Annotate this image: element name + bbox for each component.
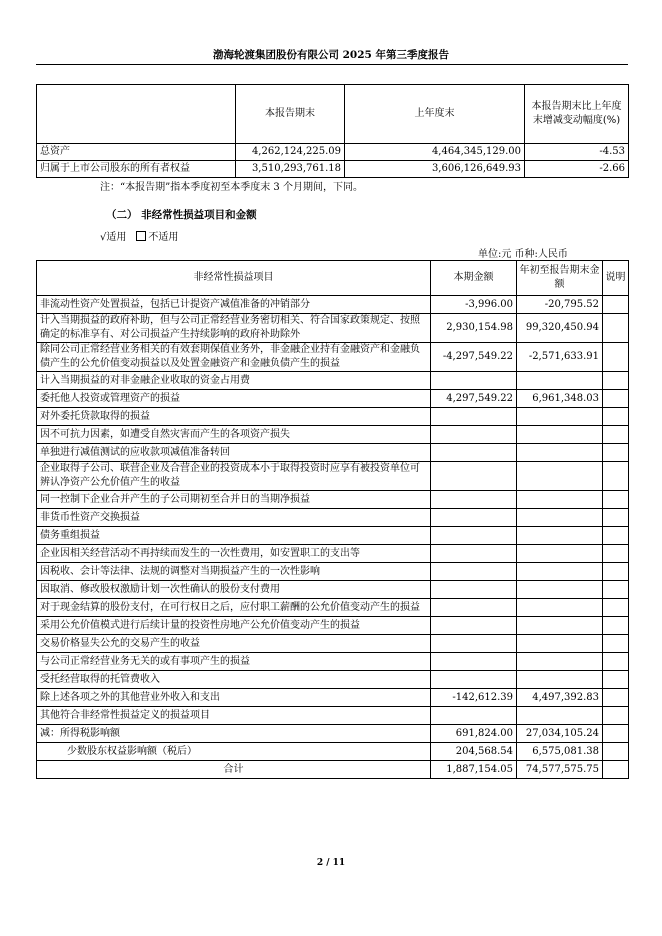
row-item: 因税收、会计等法律、法规的调整对当期损益产生的一次性影响 — [37, 563, 431, 581]
row-ytd: 4,497,392.83 — [517, 689, 603, 707]
row-item: 委托他人投资或管理资产的损益 — [37, 390, 431, 408]
row-note — [603, 671, 629, 689]
row-ytd — [517, 581, 603, 599]
row-ytd — [517, 671, 603, 689]
row-note — [603, 296, 629, 314]
row-ytd — [517, 509, 603, 527]
row-current: -4,297,549.22 — [431, 343, 517, 372]
table-row — [37, 689, 629, 707]
row-item: 合计 — [37, 761, 431, 779]
table-row — [37, 581, 629, 599]
checkbox-empty-icon — [136, 231, 146, 241]
row-item: 其他符合非经常性损益定义的损益项目 — [37, 707, 431, 725]
row-item: 因取消、修改股权激励计划一次性确认的股份支付费用 — [37, 581, 431, 599]
row-current — [431, 527, 517, 545]
table-row — [37, 296, 629, 314]
table-row — [37, 563, 629, 581]
row-current — [431, 444, 517, 462]
header-cell-prior: 上年度末 — [345, 85, 525, 144]
row-current — [431, 581, 517, 599]
not-applicable-label: 不适用 — [148, 232, 179, 243]
row-note — [603, 581, 629, 599]
row-current: 4,262,124,225.09 — [236, 144, 345, 161]
header-rule — [36, 64, 628, 65]
row-ytd: -20,795.52 — [517, 296, 603, 314]
row-change: -4.53 — [525, 144, 629, 161]
row-note — [603, 509, 629, 527]
row-ytd: 99,320,450.94 — [517, 314, 603, 343]
row-note — [603, 617, 629, 635]
header-cell-ytd: 年初至报告期末金额 — [517, 261, 603, 296]
table-row — [37, 372, 629, 390]
report-header: 渤海轮渡集团股份有限公司 2025 年第三季度报告 — [212, 49, 450, 61]
row-current: 4,297,549.22 — [431, 390, 517, 408]
row-item: 与公司正常经营业务无关的或有事项产生的损益 — [37, 653, 431, 671]
table-row — [37, 161, 629, 178]
row-note — [603, 314, 629, 343]
row-ytd — [517, 635, 603, 653]
row-item: 受托经营取得的托管费收入 — [37, 671, 431, 689]
row-ytd — [517, 545, 603, 563]
row-item: 债务重组损益 — [37, 527, 431, 545]
table-row — [37, 408, 629, 426]
table-row — [37, 426, 629, 444]
row-ytd — [517, 653, 603, 671]
table-row — [37, 725, 629, 743]
row-item: 采用公允价值模式进行后续计量的投资性房地产公允价值变动产生的损益 — [37, 617, 431, 635]
row-current: 2,930,154.98 — [431, 314, 517, 343]
row-item: 非流动性资产处置损益，包括已计提资产减值准备的冲销部分 — [37, 296, 431, 314]
row-ytd: 27,034,105.24 — [517, 725, 603, 743]
balance-summary-table — [36, 84, 629, 178]
row-note — [603, 426, 629, 444]
row-note — [603, 343, 629, 372]
non-recurring-items-table — [36, 260, 629, 779]
table-row — [37, 743, 629, 761]
row-prior: 3,606,126,649.93 — [345, 161, 525, 178]
row-item: 对外委托贷款取得的损益 — [37, 408, 431, 426]
table-row — [37, 343, 629, 372]
period-note: 注：“本报告期”指本季度初至本季度末 3 个月期间，下同。 — [100, 182, 363, 193]
table-row — [37, 144, 629, 161]
row-prior: 4,464,345,129.00 — [345, 144, 525, 161]
row-current — [431, 408, 517, 426]
row-current — [431, 426, 517, 444]
header-cell-item: 非经常性损益项目 — [37, 261, 431, 296]
row-note — [603, 545, 629, 563]
row-note — [603, 462, 629, 491]
row-current — [431, 707, 517, 725]
row-current: 3,510,293,761.18 — [236, 161, 345, 178]
row-current — [431, 671, 517, 689]
table-row — [37, 444, 629, 462]
row-current — [431, 372, 517, 390]
table-row — [37, 671, 629, 689]
section-title: （二） 非经常性损益项目和金额 — [106, 209, 257, 221]
table-row — [37, 707, 629, 725]
row-note — [603, 635, 629, 653]
row-ytd — [517, 491, 603, 509]
table-row — [37, 509, 629, 527]
row-item: 总资产 — [37, 144, 236, 161]
row-item: 交易价格显失公允的交易产生的收益 — [37, 635, 431, 653]
row-note — [603, 761, 629, 779]
row-ytd — [517, 426, 603, 444]
row-current — [431, 462, 517, 491]
row-note — [603, 689, 629, 707]
row-ytd — [517, 599, 603, 617]
table-row — [37, 491, 629, 509]
row-current — [431, 509, 517, 527]
row-item: 对于现金结算的股份支付，在可行权日之后，应付职工薪酬的公允价值变动产生的损益 — [37, 599, 431, 617]
row-ytd: 6,575,081.38 — [517, 743, 603, 761]
table-row — [37, 653, 629, 671]
row-note — [603, 599, 629, 617]
row-ytd — [517, 408, 603, 426]
row-current — [431, 617, 517, 635]
row-item: 少数股东权益影响额（税后） — [37, 743, 431, 761]
table-row — [37, 462, 629, 491]
table-header-row — [37, 85, 629, 144]
row-ytd — [517, 617, 603, 635]
row-current: 204,568.54 — [431, 743, 517, 761]
row-current: 1,887,154.05 — [431, 761, 517, 779]
row-current — [431, 599, 517, 617]
row-current — [431, 563, 517, 581]
table-row — [37, 599, 629, 617]
row-ytd — [517, 527, 603, 545]
row-item: 企业因相关经营活动不再持续而发生的一次性费用，如安置职工的支出等 — [37, 545, 431, 563]
header-cell-current: 本报告期末 — [236, 85, 345, 144]
row-ytd — [517, 563, 603, 581]
row-item: 非货币性资产交换损益 — [37, 509, 431, 527]
row-current — [431, 635, 517, 653]
row-item: 企业取得子公司、联营企业及合营企业的投资成本小于取得投资时应享有被投资单位可辨认净资产公允价值产生的收益 — [37, 462, 431, 491]
row-current: 691,824.00 — [431, 725, 517, 743]
row-item: 除上述各项之外的其他营业外收入和支出 — [37, 689, 431, 707]
row-ytd — [517, 372, 603, 390]
row-note — [603, 725, 629, 743]
row-current: -3,996.00 — [431, 296, 517, 314]
row-item: 除同公司正常经营业务相关的有效套期保值业务外，非金融企业持有金融资产和金融负债产生的公允价值变动损益以及处置金融资产和金融负债产生的损益 — [37, 343, 431, 372]
row-change: -2.66 — [525, 161, 629, 178]
table-row — [37, 617, 629, 635]
row-note — [603, 563, 629, 581]
header-cell-change: 本报告期末比上年度末增减变动幅度(%) — [525, 85, 629, 144]
row-item: 计入当期损益的对非金融企业收取的资金占用费 — [37, 372, 431, 390]
row-note — [603, 527, 629, 545]
row-item: 归属于上市公司股东的所有者权益 — [37, 161, 236, 178]
row-ytd — [517, 444, 603, 462]
row-note — [603, 491, 629, 509]
row-ytd: 74,577,575.75 — [517, 761, 603, 779]
row-ytd: -2,571,633.91 — [517, 343, 603, 372]
row-note — [603, 707, 629, 725]
table-header-row — [37, 261, 629, 296]
row-item: 减：所得税影响额 — [37, 725, 431, 743]
row-note — [603, 653, 629, 671]
row-current — [431, 545, 517, 563]
row-note — [603, 372, 629, 390]
applicable-options — [100, 228, 178, 243]
row-item: 同一控制下企业合并产生的子公司期初至合并日的当期净损益 — [37, 491, 431, 509]
row-ytd: 6,961,348.03 — [517, 390, 603, 408]
row-ytd — [517, 462, 603, 491]
row-note — [603, 408, 629, 426]
table-row — [37, 545, 629, 563]
row-note — [603, 444, 629, 462]
unit-line: 单位:元 币种:人民币 — [478, 249, 568, 260]
row-item: 因不可抗力因素，如遭受自然灾害而产生的各项资产损失 — [37, 426, 431, 444]
table-row — [37, 527, 629, 545]
applicable-checked: √适用 — [100, 232, 127, 243]
row-ytd — [517, 707, 603, 725]
header-cell-blank — [37, 85, 236, 144]
row-item: 单独进行减值测试的应收款项减值准备转回 — [37, 444, 431, 462]
header-cell-note: 说明 — [603, 261, 629, 296]
row-current: -142,612.39 — [431, 689, 517, 707]
row-current — [431, 491, 517, 509]
table-row — [37, 635, 629, 653]
row-note — [603, 390, 629, 408]
row-item: 计入当期损益的政府补助，但与公司正常经营业务密切相关、符合国家政策规定、按照确定的标准享有、对公司损益产生持续影响的政府补助除外 — [37, 314, 431, 343]
row-current — [431, 653, 517, 671]
table-row — [37, 390, 629, 408]
page-number: 2 / 11 — [316, 858, 346, 868]
header-cell-current: 本期金额 — [431, 261, 517, 296]
table-row — [37, 761, 629, 779]
row-note — [603, 743, 629, 761]
table-row — [37, 314, 629, 343]
